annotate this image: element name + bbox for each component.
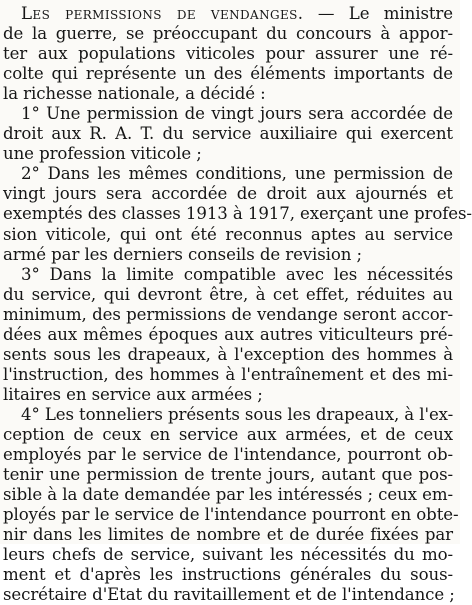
- text-line: droit aux R. A. T. du service auxiliaire qui exercent: [3, 124, 453, 144]
- text-line: l'instruction, des hommes à l'entraînement et des mi-: [3, 364, 453, 384]
- text-line: de la guerre, se préoccupant du concours à appor-: [3, 24, 453, 44]
- article-heading: Les permissions de vendanges.: [21, 4, 304, 23]
- text-line: une profession viticole ;: [3, 144, 202, 164]
- paragraph-intro: [3, 4, 453, 104]
- text-line: colte qui représente un des éléments importants de: [3, 64, 453, 84]
- paragraph-item-4: [3, 404, 459, 605]
- text-line: la richesse nationale, a décidé :: [3, 84, 266, 104]
- text-line: sible à la date demandée par les intéressés ; ceux em-: [3, 485, 453, 505]
- text-line: employés par le service de l'intendance, pourront ob-: [3, 445, 453, 465]
- text-line: 4° Les tonneliers présents sous les drapeaux, à l'ex-: [21, 404, 454, 424]
- text-line: vingt jours sera accordée de droit aux ajournés et: [3, 184, 453, 204]
- text-line: ter aux populations viticoles pour assurer une ré-: [3, 44, 453, 64]
- text-line: 1° Une permission de vingt jours sera accordée de: [21, 104, 453, 124]
- paragraph-item-3: [3, 265, 453, 405]
- text-line: tenir une permission de trente jours, autant que pos-: [3, 465, 453, 485]
- text-line: dées aux mêmes époques aux autres viticulteurs pré-: [3, 324, 453, 344]
- text-line: du service, qui devront être, à cet effet, réduites au: [3, 284, 453, 304]
- text-line: ception de ceux en service aux armées, et de ceux: [3, 424, 453, 444]
- text-line: nir dans les limites de nombre et de durée fixées par: [3, 525, 453, 545]
- text-line: minimum, des permissions de vendange seront accor-: [3, 304, 453, 324]
- text-line: armé par les derniers conseils de revision ;: [3, 244, 363, 264]
- text-line: litaires en service aux armées ;: [3, 384, 263, 404]
- text-line: leurs chefs de service, suivant les nécessités du mo-: [3, 545, 453, 565]
- article-body: [3, 4, 472, 605]
- text-line: ployés par le service de l'intendance pourront en obte-: [3, 505, 459, 525]
- text-line: 3° Dans la limite compatible avec les nécessités: [21, 264, 453, 284]
- text-line: secrétaire d'Etat du ravitaillement et de l'intendance ;: [3, 585, 455, 605]
- text-line: sion viticole, qui ont été reconnus aptes au service: [3, 224, 453, 244]
- text-line: Les permissions de vendanges. — Le ministre: [21, 4, 453, 23]
- paragraph-item-1: [3, 104, 453, 164]
- text-line: 2° Dans les mêmes conditions, une permission de: [21, 164, 453, 184]
- text-line: sents sous les drapeaux, à l'exception des hommes à: [3, 344, 453, 364]
- text-line: exemptés des classes 1913 à 1917, exerçant une profes-: [3, 204, 472, 224]
- paragraph-item-2: [3, 164, 472, 264]
- text-line: ment et d'après les instructions générales du sous-: [3, 565, 453, 585]
